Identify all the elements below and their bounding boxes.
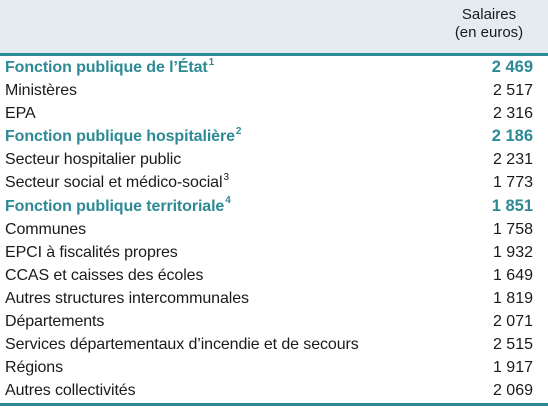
table-row: [0, 102, 548, 125]
row-value: 2 071: [492, 313, 533, 331]
row-value: 1 758: [492, 220, 533, 238]
row-value: 2 231: [492, 151, 533, 169]
table-bottom-divider: [0, 403, 548, 406]
row-label: [5, 148, 181, 171]
row-label: [5, 218, 86, 241]
table-row: [0, 310, 548, 333]
row-value: 2 316: [492, 105, 533, 123]
row-value: 1 773: [492, 174, 533, 192]
table-row: [0, 148, 548, 171]
row-label-text: Secteur social et médico-social: [5, 174, 223, 192]
table-row: [0, 264, 548, 287]
row-label-text: CCAS et caisses des écoles: [5, 266, 204, 284]
row-label-text: Régions: [5, 359, 64, 377]
row-value: 2 515: [492, 336, 533, 354]
table-row: [0, 379, 548, 402]
row-value: 2 069: [492, 382, 533, 400]
table-row: [0, 287, 548, 310]
row-label-text: Ministères: [5, 82, 77, 100]
row-label-text: Départements: [5, 313, 105, 331]
row-label: [5, 310, 104, 333]
group-label: [5, 125, 241, 148]
table-group-row: [0, 195, 548, 218]
table-group-row: [0, 56, 548, 79]
row-label: [5, 264, 203, 287]
row-value: 1 932: [492, 243, 533, 261]
table-row: [0, 333, 548, 356]
row-value: 1 917: [492, 359, 533, 377]
group-value: 2 186: [491, 127, 533, 146]
row-label-text: Secteur hospitalier public: [5, 151, 182, 169]
row-label: [5, 171, 229, 194]
row-value: 2 517: [492, 82, 533, 100]
row-label: [5, 333, 359, 356]
group-value: 2 469: [491, 58, 533, 76]
group-label: [5, 195, 231, 218]
row-label: [5, 79, 77, 102]
table-row: [0, 171, 548, 194]
column-header-line1: Salaires: [461, 6, 517, 23]
row-label: [5, 287, 249, 310]
row-label-text: EPCI à fiscalités propres: [5, 243, 178, 261]
column-header-salaires: [444, 6, 534, 42]
row-label-text: Autres collectivités: [5, 382, 136, 400]
footnote-marker: 4: [225, 195, 231, 207]
footnote-marker: 1: [208, 56, 215, 68]
row-label: [5, 379, 136, 402]
table-group-row: [0, 125, 548, 148]
row-label: [5, 241, 178, 264]
row-value: 1 819: [492, 289, 533, 307]
table-body: [0, 56, 548, 402]
footnote-marker: 3: [223, 172, 229, 184]
group-value: 1 851: [491, 196, 533, 215]
row-label-text: Autres structures intercommunales: [5, 289, 249, 307]
row-label-text: Fonction publique hospitalière: [5, 128, 235, 146]
row-label-text: Services départementaux d’incendie et de secours: [5, 336, 359, 354]
table-row: [0, 356, 548, 379]
row-label-text: Fonction publique territoriale: [5, 197, 225, 215]
table-row: [0, 218, 548, 241]
row-label-text: EPA: [5, 105, 36, 123]
row-label-text: Fonction publique de l’État: [5, 59, 208, 76]
row-label: [5, 356, 63, 379]
table-row: [0, 241, 548, 264]
column-header-line2: (en euros): [454, 24, 524, 41]
group-label: [5, 56, 214, 79]
table-header: [0, 0, 548, 53]
row-label-text: Communes: [5, 220, 87, 238]
row-label: [5, 102, 36, 125]
row-value: 1 649: [492, 266, 533, 284]
footnote-marker: 2: [235, 125, 242, 137]
table-row: [0, 79, 548, 102]
